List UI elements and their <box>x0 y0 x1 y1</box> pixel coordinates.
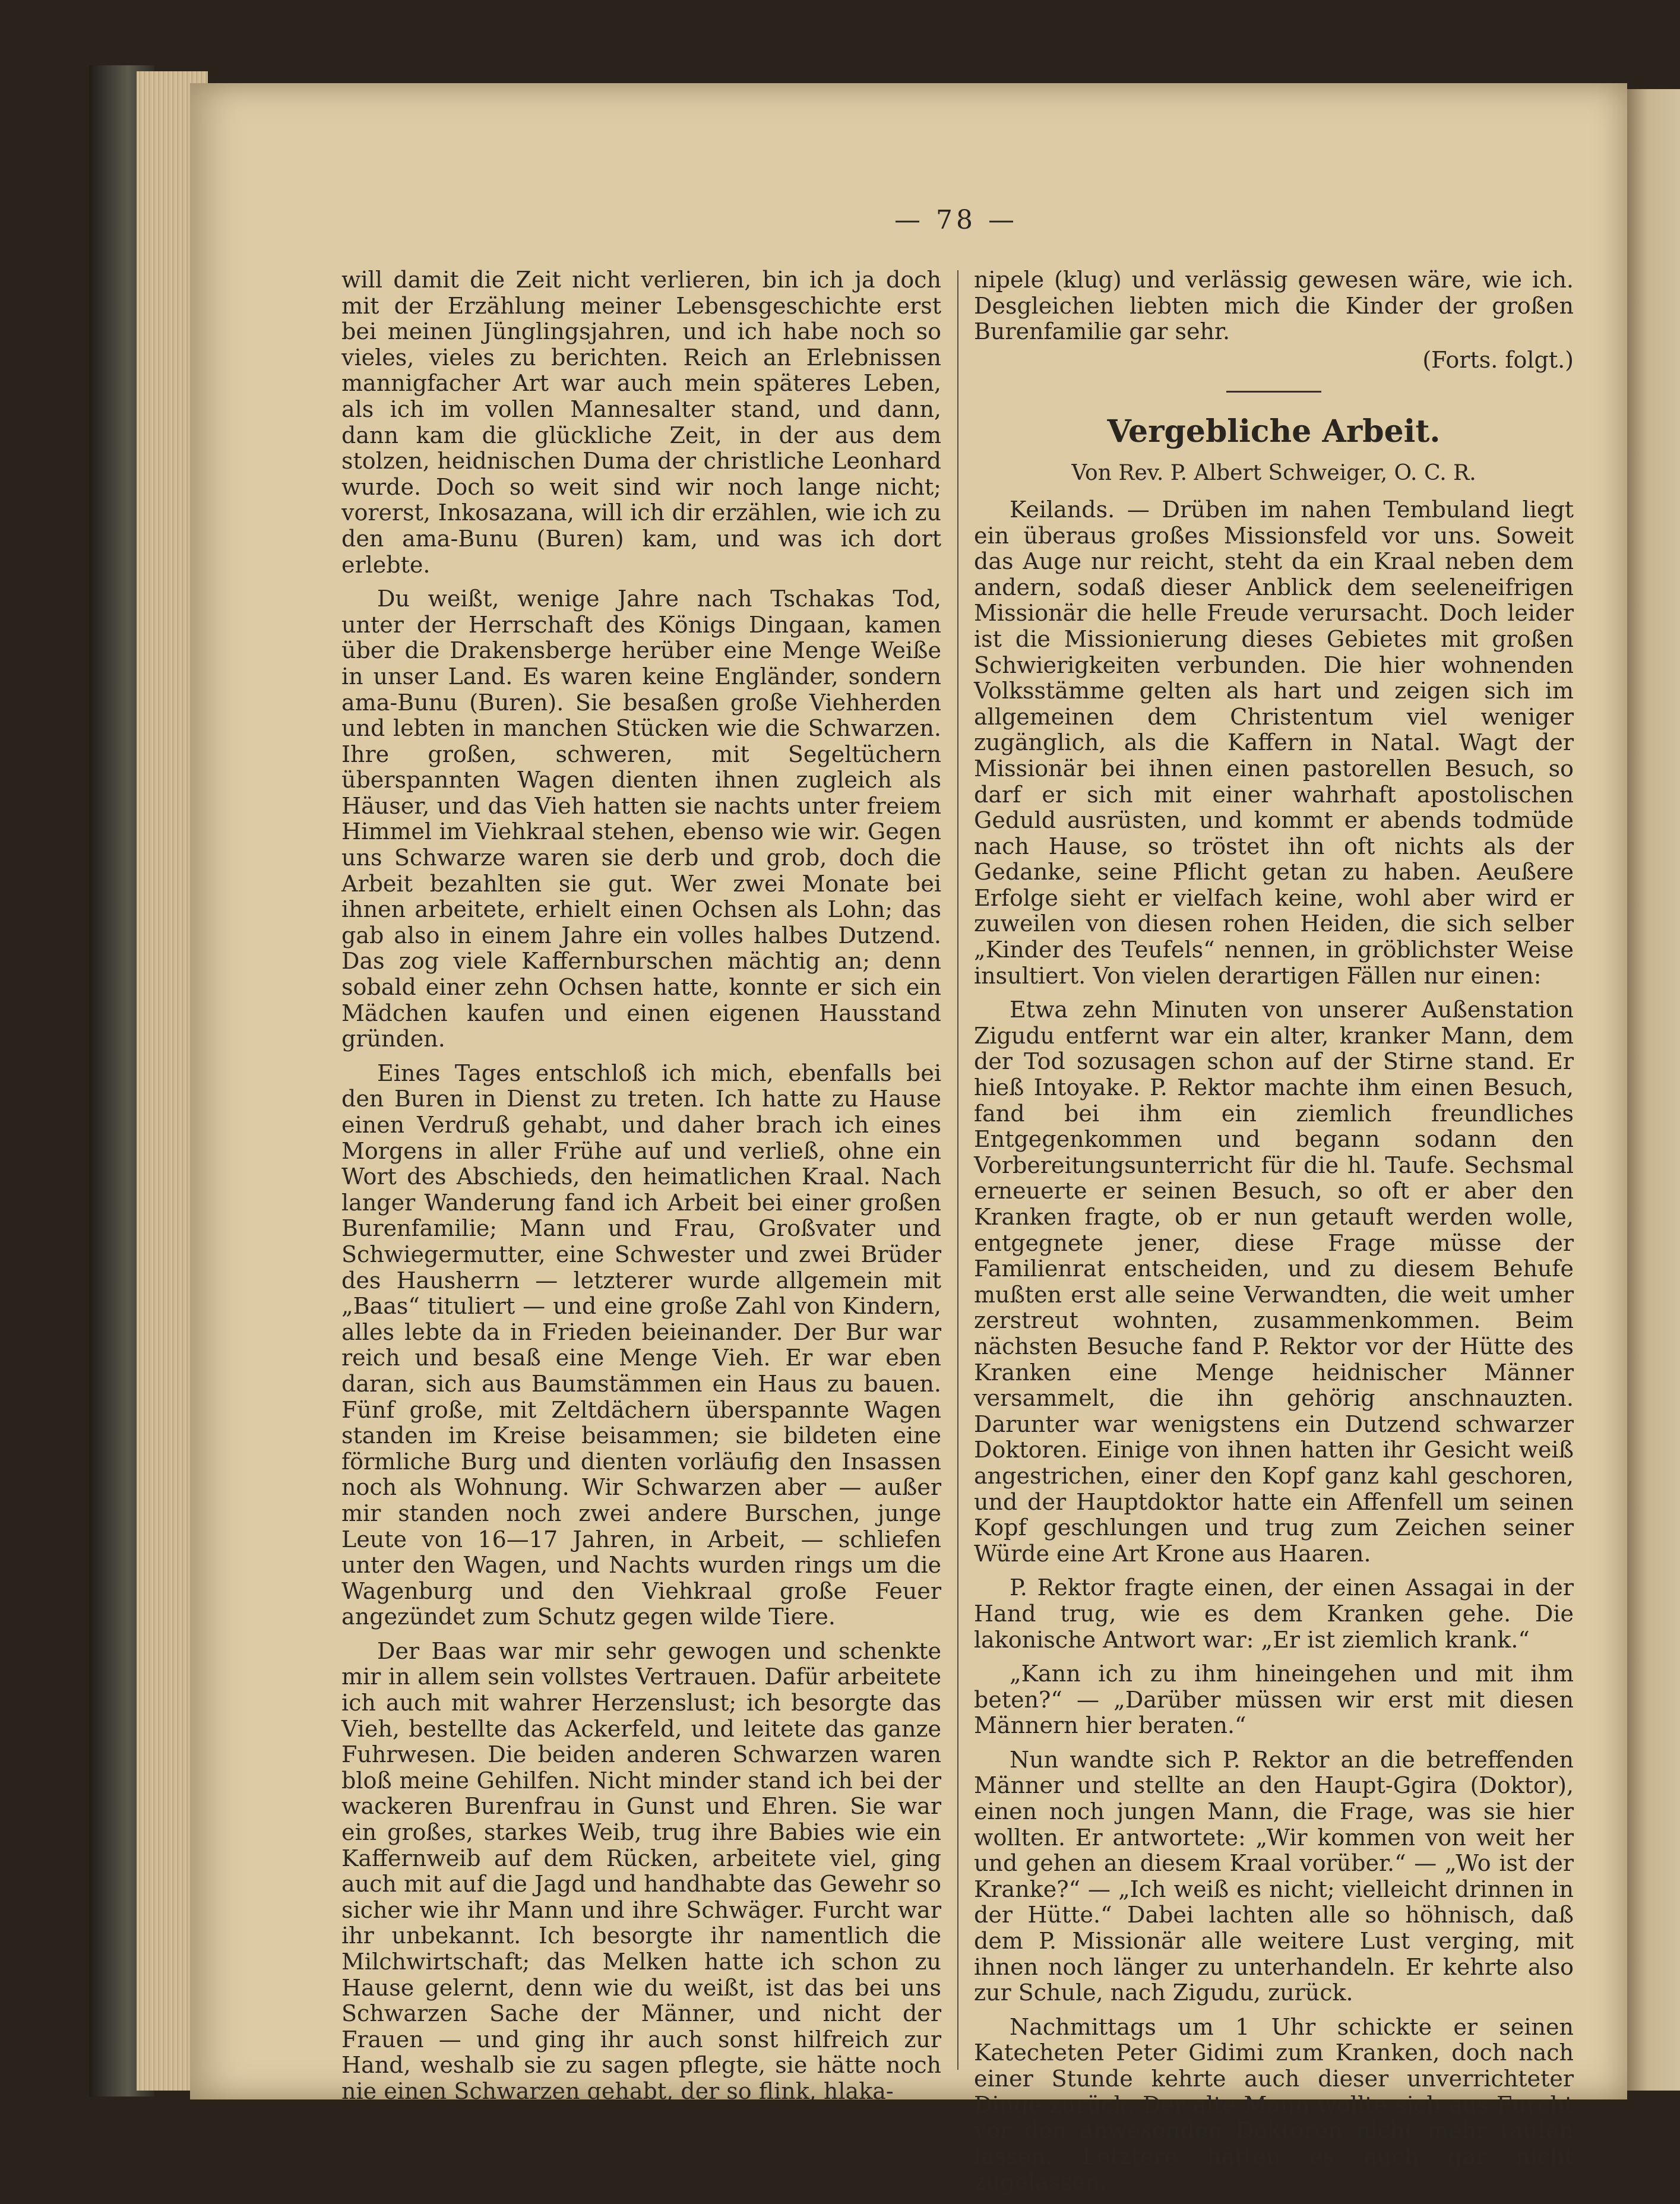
paragraph: Keilands. — Drüben im nahen Tembuland liegt ein überaus großes Missionsfeld vor uns. Soweit das Auge nur reicht, steht da ein Kraal neben dem andern, sodaß dieser Anblick dem seeleneifrigen Missionär die helle Freude verursacht. Doch leider ist die Missionierung dieses Gebietes mit großen Schwierigkeiten verbunden. Die hier wohnenden Volksstämme gelten als hart und zeigen sich im allgemeinen dem Christentum viel weniger zugänglich, als die Kaffern in Natal. Wagt der Missionär bei ihnen einen pastorellen Besuch, so darf er sich mit einer wahrhaft apostolischen Geduld ausrüsten, und kommt er abends todmüde nach Hause, so tröstet ihn oft nichts als der Gedanke, seine Pflicht getan zu haben. Aeußere Erfolge sieht er vielfach keine, wohl aber wird er zuweilen von diesen rohen Heiden, die sich selber „Kinder des Teufels“ nennen, in gröblichster Weise insultiert. Von vielen derartigen Fällen nur einen: <box>974 496 1574 989</box>
paragraph: „Kann ich zu ihm hineingehen und mit ihm beten?“ — „Darüber müssen wir erst mit diesen Männern hier beraten.“ <box>974 1661 1574 1739</box>
facing-page-edge <box>1627 89 1680 2091</box>
paragraph: Du weißt, wenige Jahre nach Tschakas Tod, unter der Herrschaft des Königs Dingaan, kamen über die Drakensberge herüber eine Menge Weiße in unser Land. Es waren keine Engländer, sondern ama-Bunu (Buren). Sie besaßen große Viehherden und lebten in manchen Stücken wie die Schwarzen. Ihre großen, schweren, mit Segeltüchern überspannten Wagen dienten ihnen zugleich als Häuser, und das Vieh hatten sie nachts unter freiem Himmel im Viehkraal stehen, ebenso wie wir. Gegen uns Schwarze waren sie derb und grob, doch die Arbeit bezahlten sie gut. Wer zwei Monate bei ihnen arbeitete, erhielt einen Ochsen als Lohn; das gab also in einem Jahre ein volles halbes Dutzend. Das zog viele Kaffernburschen mächtig an; denn sobald einer zehn Ochsen hatte, konnte er sich ein Mädchen kaufen und einen eigenen Hausstand gründen. <box>341 586 941 1052</box>
paragraph: P. Rektor fragte einen, der einen Assagai in der Hand trug, wie es dem Kranken gehe. Die lakonische Antwort war: „Er ist ziemlich krank.“ <box>974 1574 1574 1653</box>
article-title: Vergebliche Arbeit. <box>1107 413 1441 450</box>
paragraph: will damit die Zeit nicht verlieren, bin ich ja doch mit der Erzählung meiner Lebensgeschichte erst bei meinen Jünglingsjahren, und ich habe noch so vieles, vieles zu berichten. Reich an Erlebnissen mannigfacher Art war auch mein späteres Leben, als ich im vollen Mannesalter stand, und dann, dann kam die glückliche Zeit, in der aus dem stolzen, heidnischen Duma der christliche Leonhard wurde. Doch so weit sind wir noch lange nicht; vorerst, Inkosazana, will ich dir erzählen, wie ich zu den ama-Bunu (Buren) kam, und was ich dort erlebte. <box>341 267 941 578</box>
right-column <box>974 267 1574 2204</box>
column-divider <box>957 270 958 2070</box>
paragraph: Eines Tages entschloß ich mich, ebenfalls bei den Buren in Dienst zu treten. Ich hatte zu Hause einen Verdruß gehabt, und daher brach ich eines Morgens in aller Frühe auf und verließ, ohne ein Wort des Abschieds, den heimatlichen Kraal. Nach langer Wanderung fand ich Arbeit bei einer großen Burenfamilie; Mann und Frau, Großvater und Schwiegermutter, eine Schwester und zwei Brüder des Hausherrn — letzterer wurde allgemein mit „Baas“ tituliert — und eine große Zahl von Kindern, alles lebte da in Frieden beieinander. Der Bur war reich und besaß eine Menge Vieh. Er war eben daran, sich aus Baumstämmen ein Haus zu bauen. Fünf große, mit Zeltdächern überspannte Wagen standen im Kreise beisammen; sie bildeten eine förmliche Burg und dienten vorläufig den Insassen noch als Wohnung. Wir Schwarzen aber — außer mir standen noch zwei andere Burschen, junge Leute von 16—17 Jahren, in Arbeit, — schliefen unter den Wagen, und Nachts wurden rings um die Wagenburg und den Viehkraal große Feuer angezündet zum Schutz gegen wilde Tiere. <box>341 1060 941 1630</box>
paragraph: Etwa zehn Minuten von unserer Außenstation Zigudu entfernt war ein alter, kranker Mann, dem der Tod sozusagen schon auf der Stirne stand. Er hieß Intoyake. P. Rektor machte ihm einen Besuch, fand bei ihm ein ziemlich freundliches Entgegenkommen und begann sodann den Vorbereitungsunterricht für die hl. Taufe. Sechsmal erneuerte er seinen Besuch, so oft er aber den Kranken fragte, ob er nun getauft werden wolle, entgegnete jener, diese Frage müsse der Familienrat entscheiden, und zu diesem Behufe mußten erst alle seine Verwandten, die weit umher zerstreut wohnten, zusammenkommen. Beim nächsten Besuche fand P. Rektor vor der Hütte des Kranken eine Menge heidnischer Männer versammelt, die ihn gehörig anschnauzten. Darunter war wenigstens ein Dutzend schwarzer Doktoren. Einige von ihnen hatten ihr Gesicht weiß angestrichen, einer den Kopf ganz kahl geschoren, und der Hauptdoktor hatte ein Affenfell um seinen Kopf geschlungen und trug zum Zeichen seiner Würde eine Art Krone aus Haaren. <box>974 997 1574 1567</box>
paragraph-carryover: nipele (klug) und verlässig gewesen wäre, wie ich. Desgleichen liebten mich die Kinder der großen Burenfamilie gar sehr. <box>974 267 1574 345</box>
section-rule <box>1226 391 1321 393</box>
paragraph: Der Baas war mir sehr gewogen und schenkte mir in allem sein vollstes Vertrauen. Dafür arbeitete ich auch mit wahrer Herzenslust; ich besorgte das Vieh, bestellte das Ackerfeld, und leitete das ganze Fuhrwesen. Die beiden anderen Schwarzen waren bloß meine Gehilfen. Nicht minder stand ich bei der wackeren Burenfrau in Gunst und Ehren. Sie war ein großes, starkes Weib, trug ihre Babies wie ein Kaffernweib auf dem Rücken, arbeitete viel, ging auch mit auf die Jagd und handhabte das Gewehr so sicher wie ihr Mann und ihre Schwäger. Furcht war ihr unbekannt. Ich besorgte ihr namentlich die Milchwirtschaft; das Melken hatte ich schon zu Hause gelernt, denn wie du weißt, ist das bei uns Schwarzen Sache der Männer, und nicht der Frauen — und ging ihr auch sonst hilfreich zur Hand, weshalb sie zu sagen pflegte, sie hätte noch nie einen Schwarzen gehabt, der so flink, hlaka- <box>341 1637 941 2104</box>
paragraph: Nun wandte sich P. Rektor an die betreffenden Männer und stellte an den Haupt-Ggira (Doktor), einen noch jungen Mann, die Frage, was sie hier wollten. Er antwortete: „Wir kommen von weit her und gehen an diesem Kraal vorüber.“ — „Wo ist der Kranke?“ — „Ich weiß es nicht; vielleicht drinnen in der Hütte.“ Dabei lachten alle so höhnisch, daß dem P. Missionär alle weitere Lust verging, mit ihnen noch länger zu unterhandeln. Er kehrte also zur Schule, nach Zigudu, zurück. <box>974 1746 1574 2006</box>
paragraph: Nachmittags um 1 Uhr schickte er seinen Katecheten Peter Gidimi zum Kranken, doch nach einer Stunde kehrte auch dieser unverrichteter Dinge zurück. Der alte Mann wollte sich aus Furcht vor den anwesenden Doktoren nicht mehr taufen lassen. Letztere hätten es auch gar nicht zugelassen. <box>974 2013 1574 2196</box>
page-number: — 78 — <box>894 205 1018 235</box>
left-column <box>341 267 941 2113</box>
continued-note: (Forts. folgt.) <box>1422 346 1574 373</box>
article-byline: Von Rev. P. Albert Schweiger, O. C. R. <box>1071 461 1476 486</box>
